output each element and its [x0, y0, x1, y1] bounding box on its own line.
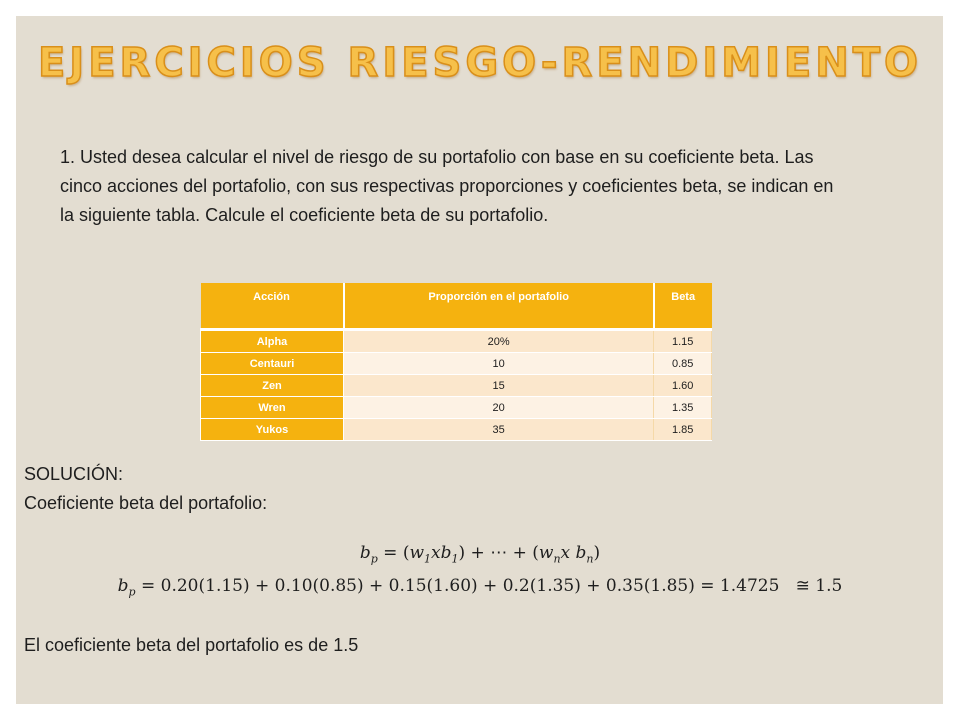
solution-subheading: Coeficiente beta del portafolio:	[24, 493, 268, 513]
table-row	[201, 375, 712, 397]
formula-var: w	[538, 543, 554, 563]
formula-numeric-body: = 0.20(1.15) + 0.10(0.85) + 0.15(1.60) + 0.2(1.35) + 0.35(1.85) = 1.4725	[141, 576, 780, 596]
formula-sub: 1	[451, 552, 459, 566]
formula-approx: ≅ 1.5	[795, 576, 843, 596]
cell-proporcion: 15	[344, 375, 654, 397]
cell-accion: Alpha	[201, 330, 344, 353]
cell-accion: Centauri	[201, 353, 344, 375]
formula-var: w	[409, 543, 425, 563]
header-beta: Beta	[654, 283, 712, 330]
cell-proporcion: 20%	[344, 330, 654, 353]
formula-sub: p	[128, 585, 136, 599]
solution-heading-block	[24, 460, 267, 518]
formula-var: x	[431, 543, 441, 563]
cell-accion: Wren	[201, 397, 344, 419]
formula-numeric	[0, 576, 960, 598]
formula-var: x	[560, 543, 571, 563]
formula-sub: n	[553, 552, 561, 566]
cell-beta: 1.15	[654, 330, 712, 353]
cell-accion: Yukos	[201, 419, 344, 441]
formula-var: b	[359, 543, 371, 563]
cell-beta: 0.85	[654, 353, 712, 375]
formula-var: b	[117, 576, 129, 596]
conclusion-text: El coeficiente beta del portafolio es de 1.5	[24, 635, 359, 655]
formula-sub: p	[370, 552, 378, 566]
header-proporcion: Proporción en el portafolio	[344, 283, 654, 330]
formula-var: b	[440, 543, 452, 563]
cell-accion: Zen	[201, 375, 344, 397]
cell-beta: 1.60	[654, 375, 712, 397]
formula-sub: 1	[424, 552, 432, 566]
cell-beta: 1.85	[654, 419, 712, 441]
cell-proporcion: 35	[344, 419, 654, 441]
page-title: EJERCICIOS RIESGO-RENDIMIENTO	[37, 40, 922, 86]
problem-statement: 1. Usted desea calcular el nivel de riesgo de su portafolio con base en su coeficiente beta. Las cinco acciones del portafolio, con sus respectivas proporciones y coeficientes beta, se indican en la siguiente tabla. Calcule el coeficiente beta de su portafolio.	[60, 147, 834, 225]
table-row	[201, 353, 712, 375]
portfolio-table	[200, 283, 712, 441]
cell-beta: 1.35	[654, 397, 712, 419]
cell-proporcion: 20	[344, 397, 654, 419]
cell-proporcion: 10	[344, 353, 654, 375]
formula-var: b	[575, 543, 587, 563]
table-row	[201, 419, 712, 441]
formula-sub: n	[586, 552, 594, 566]
formula-ellipsis: ⋯	[490, 543, 508, 563]
table-row	[201, 330, 712, 353]
solution-heading: SOLUCIÓN:	[24, 464, 124, 484]
header-accion: Acción	[201, 283, 344, 330]
formula-general: $b_p = (w_1xb_1)$ + ⋯ + ($w_nx$ $b_n$)	[359, 543, 601, 566]
table-header-row	[201, 283, 712, 330]
table-row	[201, 397, 712, 419]
